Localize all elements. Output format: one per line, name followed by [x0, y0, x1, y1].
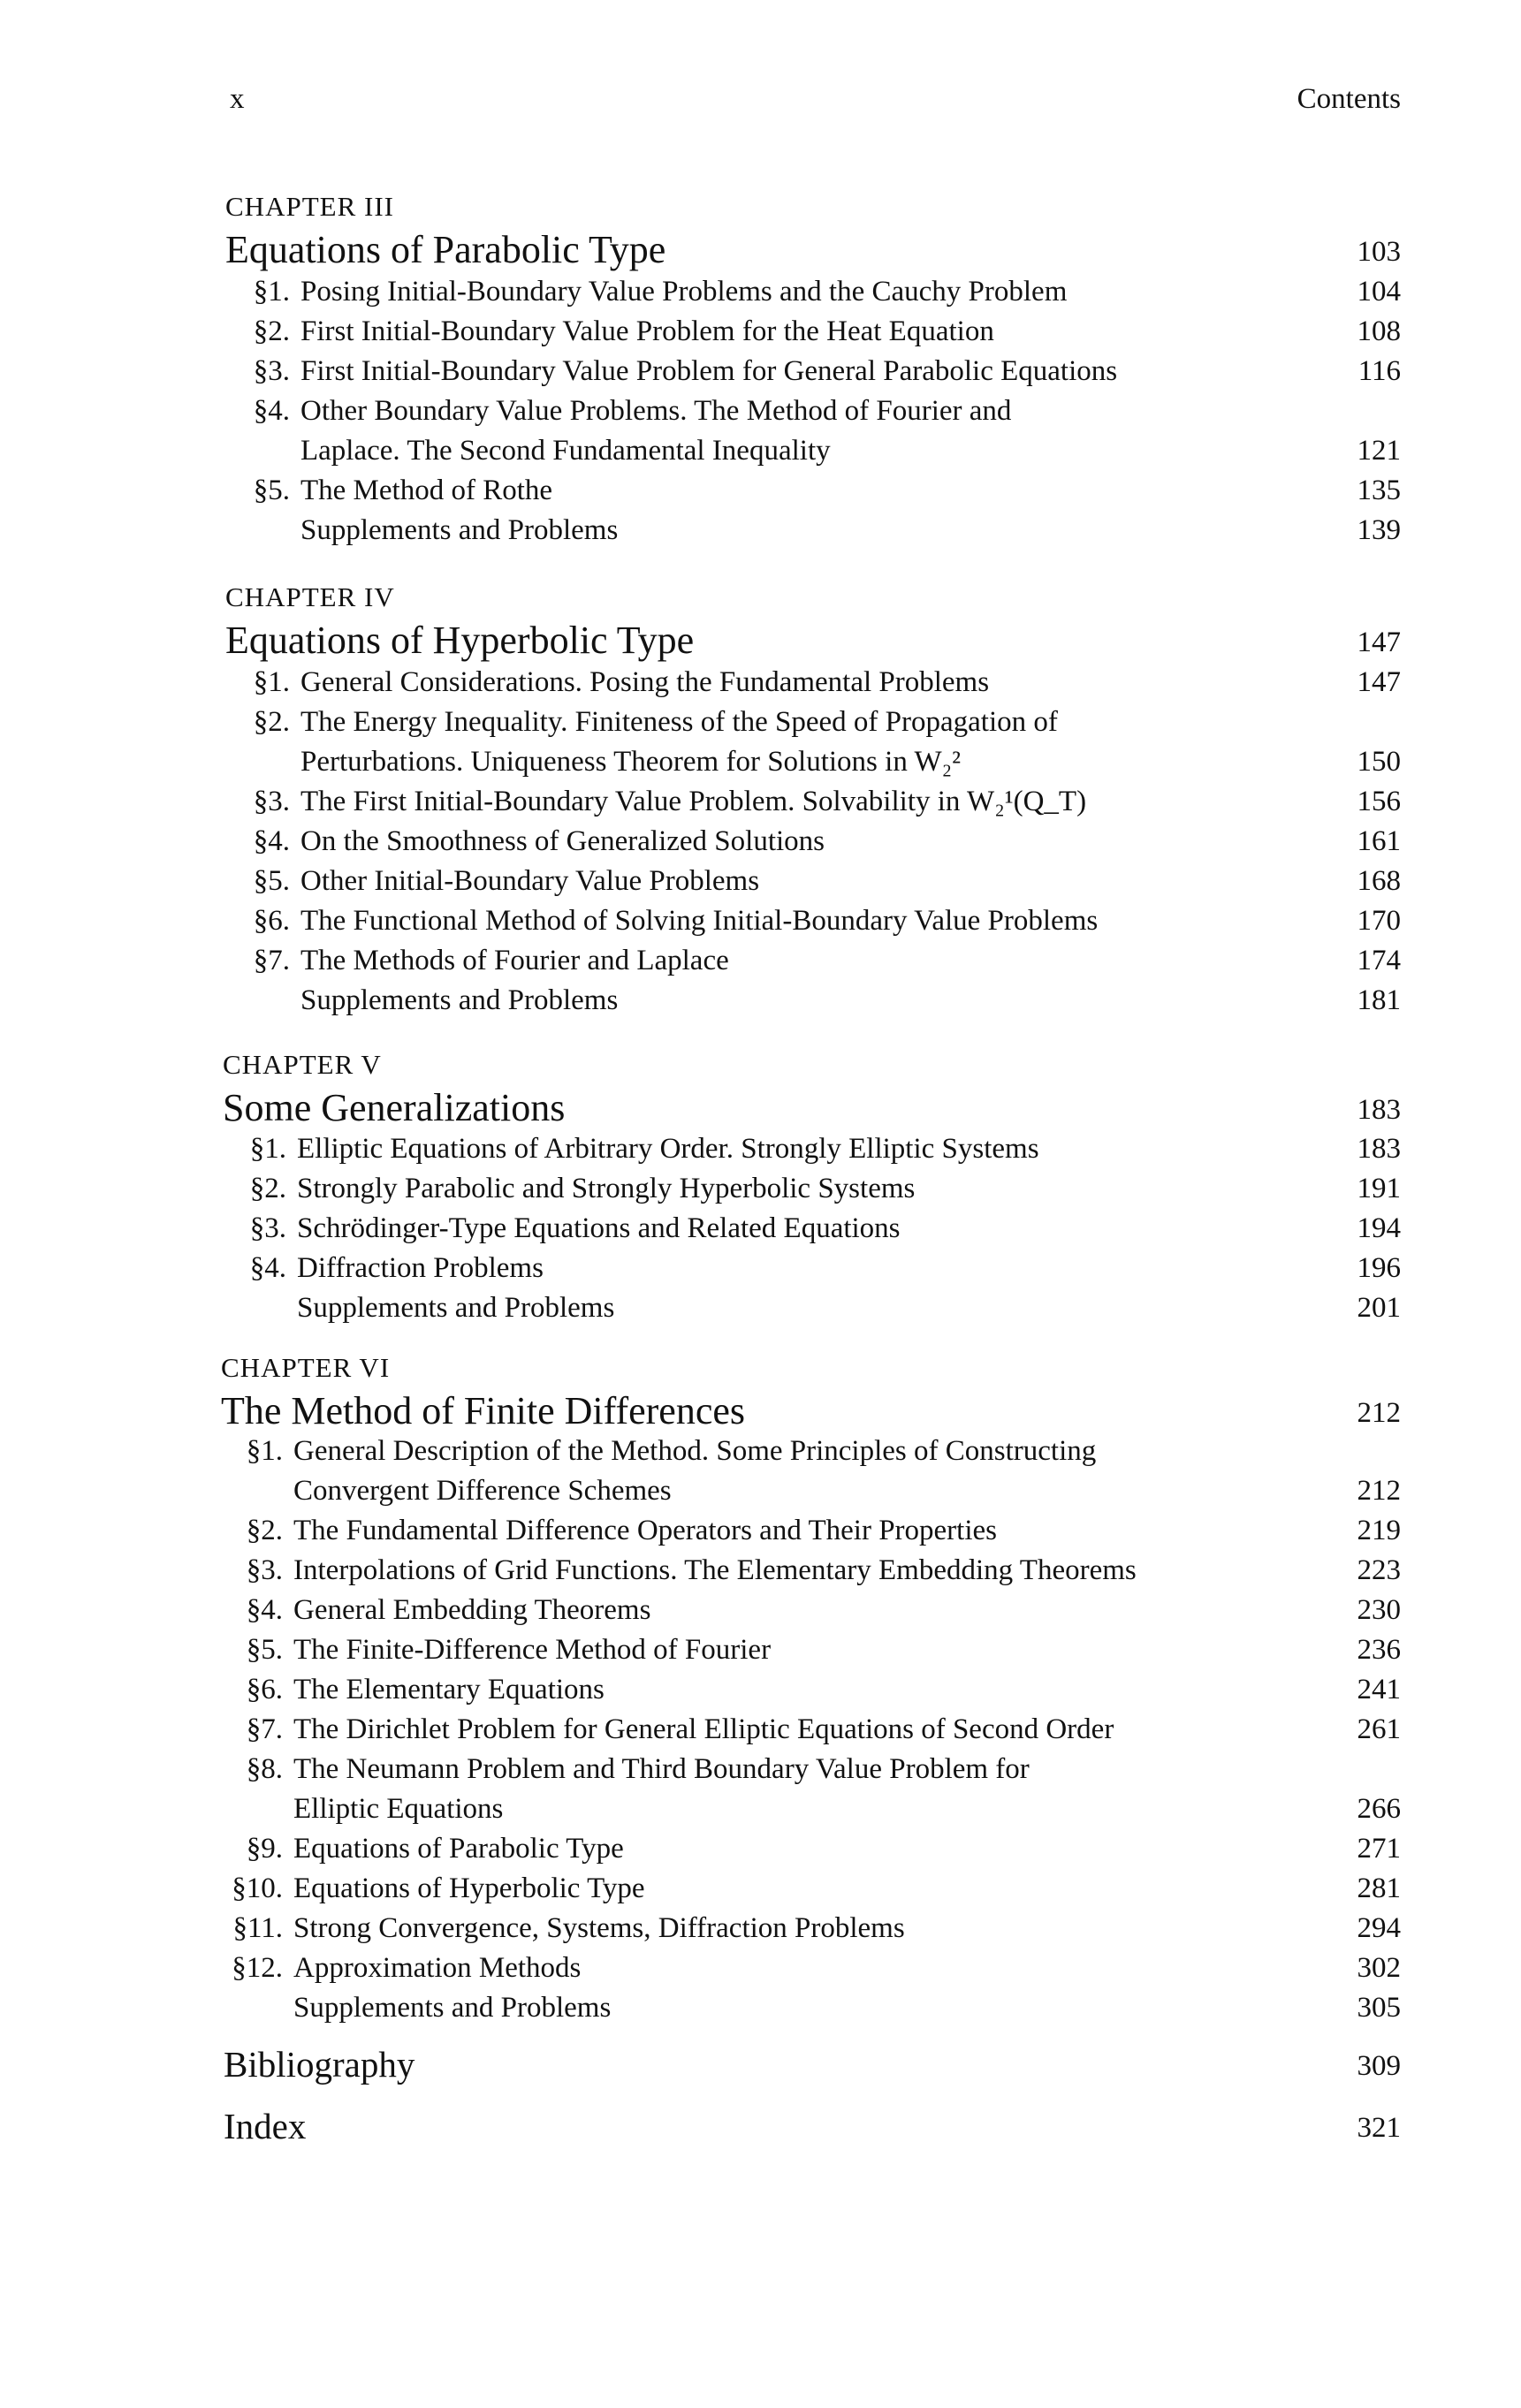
toc-entry[interactable] — [0, 782, 1401, 822]
chapter-page-number: 147 — [1357, 627, 1401, 658]
section-number: §2. — [253, 315, 290, 347]
entry-title-line: Equations of Parabolic Type — [293, 1833, 624, 1865]
toc-entry[interactable] — [0, 1249, 1401, 1288]
section-number: §7. — [253, 945, 290, 976]
entry-title-line: Diffraction Problems — [297, 1252, 544, 1284]
section-number: §3. — [246, 1554, 283, 1586]
entry-title-line: Elliptic Equations of Arbitrary Order. Strongly Elliptic Systems — [297, 1133, 1039, 1165]
entry-page-number: 147 — [1357, 666, 1401, 698]
section-number: §6. — [253, 905, 290, 937]
chapter-title[interactable]: Some Generalizations — [223, 1086, 566, 1129]
entry-page-number: 261 — [1357, 1713, 1401, 1745]
toc-entry[interactable] — [0, 1829, 1401, 1869]
toc-entry[interactable] — [0, 1551, 1401, 1591]
entry-title-line: The Elementary Equations — [293, 1674, 605, 1705]
entry-page-number: 135 — [1357, 475, 1401, 506]
entry-page-number: 194 — [1357, 1212, 1401, 1244]
entry-page-number: 174 — [1357, 945, 1401, 976]
entry-title-line: The Finite-Difference Method of Fourier — [293, 1634, 772, 1666]
entry-title-line: Perturbations. Uniqueness Theorem for Solutions in W₂² — [300, 746, 962, 778]
entry-page-number: 230 — [1357, 1594, 1401, 1626]
toc-entry[interactable] — [0, 1630, 1401, 1670]
toc-entry[interactable] — [0, 1988, 1401, 2028]
entry-title-line: Supplements and Problems — [293, 1992, 612, 2024]
chapter-label: CHAPTER V — [223, 1049, 382, 1080]
section-number: §5. — [246, 1634, 283, 1666]
chapter-label: CHAPTER III — [225, 191, 394, 222]
bibliography-entry[interactable] — [224, 2041, 1401, 2087]
entry-title-line: Supplements and Problems — [297, 1292, 615, 1324]
chapter-page-number: 183 — [1357, 1094, 1401, 1126]
toc-entry[interactable] — [0, 1209, 1401, 1249]
entry-page-number: 305 — [1357, 1992, 1401, 2024]
section-number: §3. — [253, 355, 290, 387]
entry-page-number: 150 — [1357, 746, 1401, 778]
toc-entry[interactable] — [0, 1432, 1401, 1511]
toc-entry[interactable] — [0, 1909, 1401, 1948]
chapter-label: CHAPTER IV — [225, 581, 395, 612]
entry-title-line: Interpolations of Grid Functions. The Elementary Embedding Theorems — [293, 1554, 1137, 1586]
section-number: §2. — [253, 706, 290, 738]
toc-entry[interactable] — [0, 663, 1401, 703]
section-number: §7. — [246, 1713, 283, 1745]
entry-page-number: 201 — [1357, 1292, 1401, 1324]
entry-title-line: Supplements and Problems — [300, 984, 619, 1016]
toc-entry[interactable] — [0, 312, 1401, 352]
back-matter-page-number: 321 — [1357, 2112, 1401, 2144]
chapter-title[interactable]: Equations of Parabolic Type — [225, 228, 666, 271]
entry-page-number: 266 — [1357, 1793, 1401, 1825]
chapter-page-number: 212 — [1357, 1397, 1401, 1429]
toc-entry[interactable] — [0, 1288, 1401, 1328]
entry-title-line: The Methods of Fourier and Laplace — [300, 945, 729, 976]
section-number: §5. — [253, 865, 290, 897]
entry-page-number: 196 — [1357, 1252, 1401, 1284]
section-number: §1. — [246, 1435, 283, 1467]
entry-page-number: 302 — [1357, 1952, 1401, 1984]
chapter-title-row[interactable] — [221, 1388, 1401, 1434]
section-number: §1. — [253, 276, 290, 308]
section-number: §3. — [249, 1212, 286, 1244]
section-number: §1. — [253, 666, 290, 698]
entry-page-number: 241 — [1357, 1674, 1401, 1705]
entry-title-line: On the Smoothness of Generalized Solutions — [300, 825, 825, 857]
toc-entry[interactable] — [0, 862, 1401, 901]
entry-title-line: Approximation Methods — [293, 1952, 582, 1984]
back-matter-title: Bibliography — [224, 2044, 415, 2085]
entry-page-number: 294 — [1357, 1912, 1401, 1944]
section-number: §6. — [246, 1674, 283, 1705]
index-entry[interactable] — [224, 2103, 1401, 2149]
chapter-label: CHAPTER VI — [221, 1352, 391, 1383]
entry-page-number: 108 — [1357, 315, 1401, 347]
entry-title-line: The Neumann Problem and Third Boundary Value Problem for — [293, 1753, 1030, 1785]
entry-page-number: 281 — [1357, 1872, 1401, 1904]
toc-entry[interactable] — [0, 822, 1401, 862]
entry-title-line: First Initial-Boundary Value Problem for the Heat Equation — [300, 315, 994, 347]
entry-title-line: General Considerations. Posing the Fundamental Problems — [300, 666, 990, 698]
entry-title-line: Schrödinger-Type Equations and Related Equations — [297, 1212, 901, 1244]
section-number: §9. — [246, 1833, 283, 1865]
chapter-title[interactable]: The Method of Finite Differences — [221, 1389, 746, 1432]
toc-entry[interactable] — [0, 391, 1401, 471]
entry-page-number: 139 — [1357, 514, 1401, 546]
entry-page-number: 271 — [1357, 1833, 1401, 1865]
entry-page-number: 121 — [1357, 435, 1401, 467]
toc-entry[interactable] — [0, 1169, 1401, 1209]
entry-title-line: The First Initial-Boundary Value Problem. Solvability in W₂¹(Q_T) — [300, 786, 1087, 817]
back-matter-title: Index — [224, 2106, 307, 2146]
toc-entry[interactable] — [0, 981, 1401, 1021]
section-number: §4. — [253, 825, 290, 857]
toc-entry[interactable] — [0, 1869, 1401, 1909]
entry-page-number: 219 — [1357, 1515, 1401, 1546]
entry-title-line: The Method of Rothe — [300, 475, 553, 506]
toc-entry[interactable] — [0, 471, 1401, 511]
section-number: §3. — [253, 786, 290, 817]
entry-title-line: Other Initial-Boundary Value Problems — [300, 865, 760, 897]
section-number: §1. — [249, 1133, 286, 1165]
toc-entry[interactable] — [0, 352, 1401, 391]
entry-page-number: 191 — [1357, 1173, 1401, 1204]
toc-entry[interactable] — [0, 511, 1401, 551]
chapter-title-row[interactable] — [225, 618, 1401, 664]
entry-title-line: The Energy Inequality. Finiteness of the Speed of Propagation of — [300, 706, 1058, 738]
entry-title-line: Elliptic Equations — [293, 1793, 504, 1825]
entry-title-line: First Initial-Boundary Value Problem for General Parabolic Equations — [300, 355, 1118, 387]
section-number: §10. — [232, 1872, 283, 1904]
entry-page-number: 183 — [1357, 1133, 1401, 1165]
toc-entry[interactable] — [0, 1129, 1401, 1169]
entry-page-number: 161 — [1357, 825, 1401, 857]
entry-title-line: General Embedding Theorems — [293, 1594, 651, 1626]
page-number-roman: x — [230, 83, 245, 115]
toc-entry[interactable] — [0, 1750, 1401, 1829]
entry-title-line: The Functional Method of Solving Initial-Boundary Value Problems — [300, 905, 1099, 937]
entry-title-line: General Description of the Method. Some Principles of Constructing — [293, 1435, 1097, 1467]
entry-page-number: 212 — [1357, 1475, 1401, 1507]
section-number: §11. — [232, 1912, 283, 1944]
toc-entry[interactable] — [0, 1511, 1401, 1551]
entry-title-line: The Fundamental Difference Operators and Their Properties — [293, 1515, 997, 1546]
section-number: §4. — [246, 1594, 283, 1626]
entry-title-line: The Dirichlet Problem for General Elliptic Equations of Second Order — [293, 1713, 1114, 1745]
entry-title-line: Posing Initial-Boundary Value Problems and the Cauchy Problem — [300, 276, 1068, 308]
chapter-title-row[interactable] — [223, 1085, 1401, 1131]
toc-entry[interactable] — [0, 1948, 1401, 1988]
section-number: §5. — [253, 475, 290, 506]
toc-entry[interactable] — [0, 703, 1401, 782]
toc-entry[interactable] — [0, 1670, 1401, 1710]
entry-title-line: Other Boundary Value Problems. The Method of Fourier and — [300, 395, 1012, 427]
entry-page-number: 223 — [1357, 1554, 1401, 1586]
running-header-title: Contents — [1297, 83, 1401, 115]
toc-entry[interactable] — [0, 901, 1401, 941]
entry-title-line: Equations of Hyperbolic Type — [293, 1872, 645, 1904]
toc-entry[interactable] — [0, 272, 1401, 312]
entry-page-number: 170 — [1357, 905, 1401, 937]
section-number: §4. — [249, 1252, 286, 1284]
entry-page-number: 156 — [1357, 786, 1401, 817]
entry-page-number: 104 — [1357, 276, 1401, 308]
entry-page-number: 181 — [1357, 984, 1401, 1016]
entry-title-line: Strong Convergence, Systems, Diffraction Problems — [293, 1912, 905, 1944]
entry-title-line: Supplements and Problems — [300, 514, 619, 546]
section-number: §8. — [246, 1753, 283, 1785]
chapter-title[interactable]: Equations of Hyperbolic Type — [225, 619, 695, 662]
entry-title-line: Strongly Parabolic and Strongly Hyperbolic Systems — [297, 1173, 916, 1204]
section-number: §4. — [253, 395, 290, 427]
chapter-title-row[interactable] — [225, 227, 1401, 273]
toc-entry[interactable] — [0, 1710, 1401, 1750]
entry-title-line: Laplace. The Second Fundamental Inequality — [300, 435, 831, 467]
back-matter-page-number: 309 — [1357, 2050, 1401, 2082]
entry-page-number: 168 — [1357, 865, 1401, 897]
toc-entry[interactable] — [0, 1591, 1401, 1630]
section-number: §12. — [232, 1952, 283, 1984]
section-number: §2. — [249, 1173, 286, 1204]
entry-page-number: 116 — [1357, 355, 1401, 387]
chapter-page-number: 103 — [1357, 236, 1401, 268]
toc-entry[interactable] — [0, 941, 1401, 981]
section-number: §2. — [246, 1515, 283, 1546]
entry-page-number: 236 — [1357, 1634, 1401, 1666]
entry-title-line: Convergent Difference Schemes — [293, 1475, 672, 1507]
